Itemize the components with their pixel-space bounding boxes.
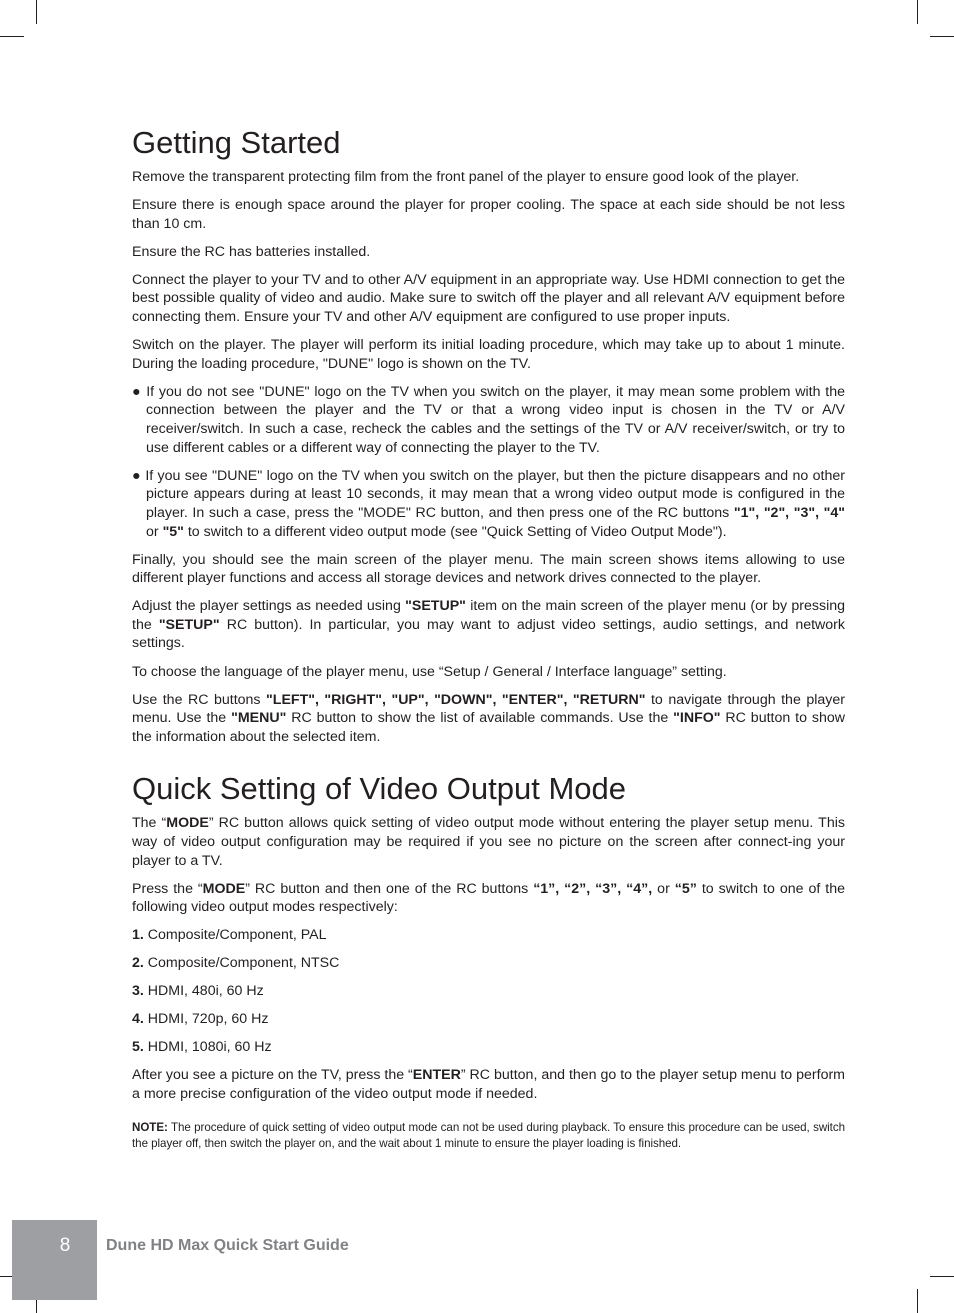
- mode-text: HDMI, 480i, 60 Hz: [143, 983, 264, 1000]
- section-heading-getting-started: Getting Started: [132, 125, 341, 160]
- mode-number: 1.: [132, 927, 144, 944]
- mode-list-item: [132, 1010, 845, 1029]
- bold-text: "LEFT", "RIGHT", "UP", "DOWN", "ENTER", "RETURN": [266, 691, 646, 708]
- bullet-item: ● If you do not see "DUNE" logo on the TV when you switch on the player, it may mean some problem with the connection between the player and the TV or that a wrong video input is chosen in the TV or A/V receiver/switch. In such a case, recheck the cables and the settings of the TV or A/V receiver/switch, or try to use different cables or a different way of connecting the player to the TV.: [132, 383, 845, 456]
- bold-text: "MENU": [231, 710, 287, 727]
- crop-mark: [930, 1276, 954, 1277]
- text-run: Adjust the player settings as needed using: [132, 598, 406, 615]
- mode-list-item: [132, 982, 845, 1001]
- text-run: RC button to show the information about the selected item.: [132, 710, 845, 745]
- text-run: Use the RC buttons: [132, 691, 267, 708]
- crop-mark: [0, 36, 24, 37]
- text-run: After you see a picture on the TV, press the “: [132, 1067, 413, 1084]
- text-run: Press the “: [132, 880, 203, 897]
- paragraph: [132, 1066, 845, 1103]
- text-run: to switch to a different video output mode (see "Quick Setting of Video Output Mode").: [183, 523, 727, 540]
- mode-list-item: [132, 1038, 845, 1057]
- crop-mark: [917, 1289, 918, 1313]
- mode-list-item: [132, 926, 845, 945]
- paragraph: [132, 691, 845, 747]
- text-run: or: [146, 523, 163, 540]
- bold-text: MODE: [202, 880, 246, 897]
- text-run: ● If you see "DUNE" logo on the TV when you switch on the player, but then the picture disappears and no other picture appears during at least 10 seconds, it may mean that a wrong video output mode is configured in the player. In such a case, press the "MODE" RC button, and then press one of the RC buttons: [132, 467, 845, 521]
- note-label: NOTE:: [132, 1120, 168, 1134]
- paragraph: Connect the player to your TV and to other A/V equipment in an appropriate way. Use HDMI connection to get the best possible quality of video and audio. Make sure to switch off the player and all relevant A/V equipment before connecting them. Ensure your TV and other A/V equipment are configured to use proper inputs.: [132, 271, 845, 326]
- paragraph: [132, 597, 845, 653]
- bold-text: MODE: [166, 815, 209, 832]
- text-run: ” RC button and then one of the RC buttons: [245, 880, 534, 897]
- paragraph: Finally, you should see the main screen of the player menu. The main screen shows items allowing to use different player functions and access all storage devices and network drives connected to the player.: [132, 551, 845, 587]
- section-heading-quick-setting: Quick Setting of Video Output Mode: [132, 771, 627, 807]
- bold-text: “5”: [674, 880, 697, 897]
- bold-text: "1", "2", "3", "4": [733, 504, 845, 521]
- text-run: to navigate through the player menu. Use the: [132, 691, 845, 727]
- mode-number: 4.: [132, 1011, 144, 1028]
- footer-title: Dune HD Max Quick Start Guide: [106, 1237, 349, 1254]
- text-run: item on the main screen of the player menu (or by pressing the: [132, 598, 845, 633]
- bold-text: "INFO": [673, 710, 721, 727]
- note: [132, 1120, 845, 1153]
- crop-mark: [930, 36, 954, 37]
- paragraph: Switch on the player. The player will perform its initial loading procedure, which may take up to about 1 minute. During the loading procedure, "DUNE" logo is shown on the TV.: [132, 337, 845, 372]
- paragraph: [132, 814, 845, 870]
- text-run: or: [652, 880, 675, 897]
- paragraph: [132, 880, 845, 917]
- page-number: 8: [59, 1235, 71, 1256]
- note-text: The procedure of quick setting of video output mode can not be used during playback. To ensure this procedure can be used, switch the player off, then switch the player on, and the wait about 1 minute to ensure the player loading is finished.: [132, 1120, 845, 1150]
- paragraph: Ensure there is enough space around the player for proper cooling. The space at each side should be not less than 10 cm.: [132, 197, 845, 232]
- text-run: RC button). In particular, you may want to adjust video settings, audio settings, and network settings.: [132, 616, 845, 652]
- bold-text: “1”, “2”, “3”, “4”,: [533, 880, 653, 897]
- text-run: to switch to one of the following video output modes respectively:: [132, 880, 846, 916]
- crop-mark: [917, 0, 918, 24]
- paragraph: Ensure the RC has batteries installed.: [132, 243, 371, 260]
- mode-text: Composite/Component, NTSC: [143, 955, 340, 972]
- bold-text: "SETUP": [158, 616, 220, 633]
- text-run: The “: [132, 815, 167, 832]
- bullet-item: [132, 467, 845, 541]
- bold-text: ENTER: [412, 1067, 461, 1084]
- page-number-box: [12, 1220, 97, 1300]
- mode-text: Composite/Component, PAL: [143, 927, 327, 944]
- bold-text: "SETUP": [405, 598, 466, 615]
- mode-number: 5.: [132, 1039, 144, 1056]
- text-run: RC button to show the list of available commands. Use the: [286, 710, 674, 727]
- bold-text: "5": [162, 523, 184, 540]
- paragraph: To choose the language of the player menu, use “Setup / General / Interface language” setting.: [132, 663, 727, 680]
- mode-list-item: [132, 954, 845, 973]
- paragraph: Remove the transparent protecting film from the front panel of the player to ensure good look of the player.: [132, 169, 800, 185]
- crop-mark: [36, 0, 37, 24]
- mode-text: HDMI, 1080i, 60 Hz: [143, 1039, 272, 1056]
- mode-text: HDMI, 720p, 60 Hz: [143, 1011, 269, 1028]
- text-run: ” RC button, and then go to the player setup menu to perform a more precise configuration of the video output mode if needed.: [132, 1067, 845, 1102]
- mode-number: 3.: [132, 983, 144, 1000]
- mode-number: 2.: [132, 955, 144, 972]
- page-content: [132, 124, 845, 1162]
- text-run: ” RC button allows quick setting of video output mode without entering the player setup menu. This way of video output configuration may be required if you see no picture on the screen after connect-ing your player to a TV.: [132, 815, 845, 869]
